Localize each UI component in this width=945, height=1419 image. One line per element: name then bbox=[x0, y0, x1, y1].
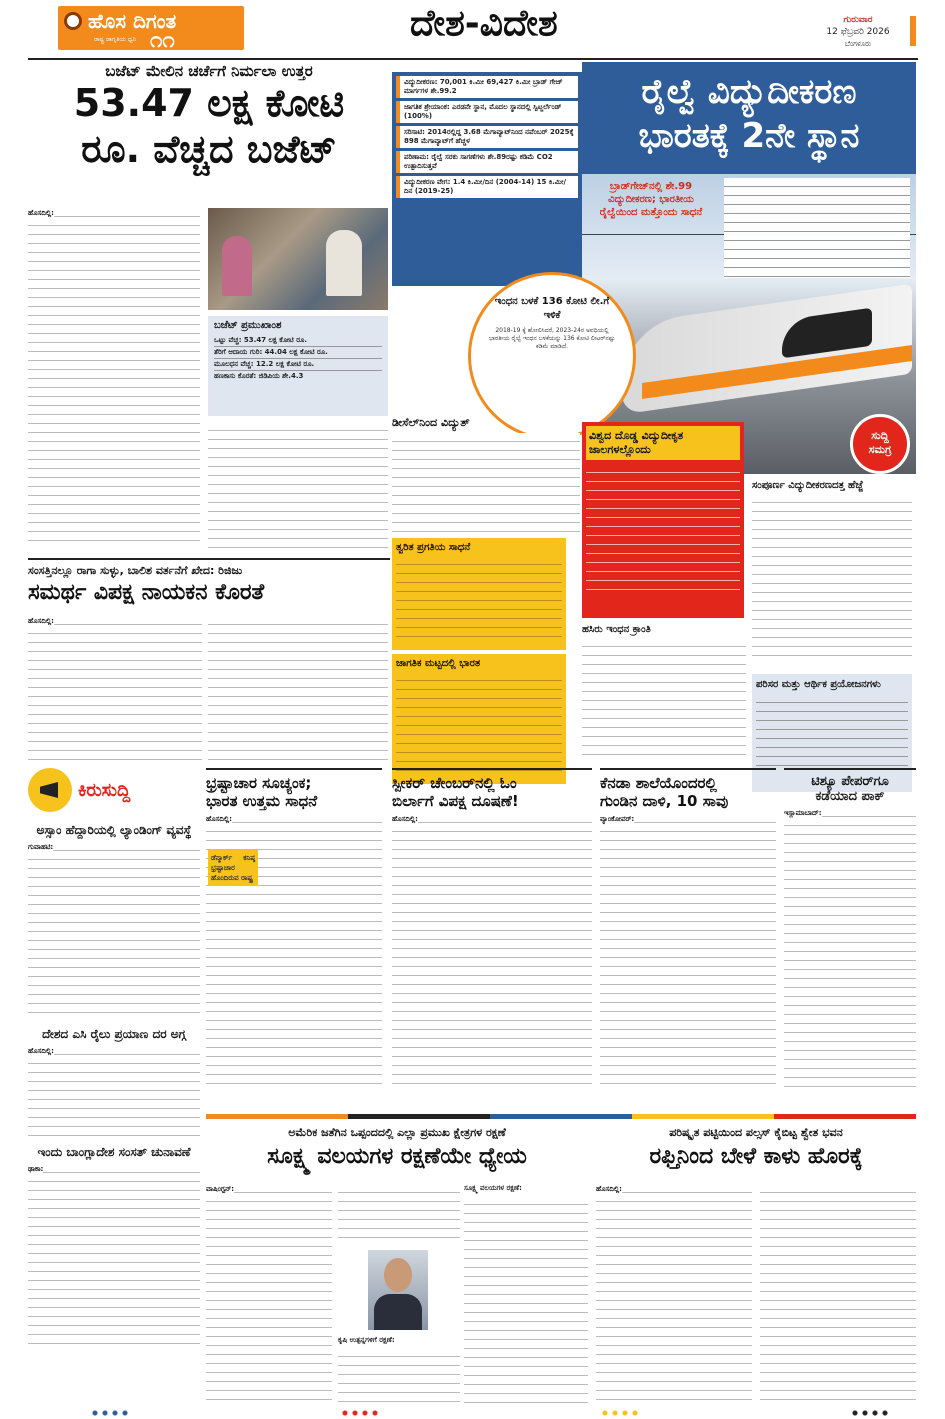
rijiju-headline: ಸಮರ್ಥ ವಿಪಕ್ಷ ನಾಯಕನ ಕೊರತೆ bbox=[28, 580, 265, 605]
date-block bbox=[808, 14, 908, 50]
megaphone-icon bbox=[28, 768, 72, 812]
rijiju-col1 bbox=[28, 616, 202, 760]
brief-item-3 bbox=[28, 1144, 200, 1348]
brief-headline-1: ಅಸ್ಸಾಂ ಹೆದ್ದಾರಿಯಲ್ಲಿ ಲ್ಯಾಂಡಿಂಗ್ ವ್ಯವಸ್ಥೆ bbox=[36, 823, 192, 837]
fast-progress-box bbox=[392, 538, 566, 650]
section-title: ದೇಶ-ವಿದೇಶ bbox=[410, 3, 558, 44]
fast-title: ತ್ವರಿತ ಪ್ರಗತಿಯ ಸಾಧನೆ bbox=[396, 542, 471, 553]
rail-headline-2: ಭಾರತಕ್ಕೆ 2ನೇ ಸ್ಥಾನ bbox=[638, 116, 860, 156]
corruption-head-1: ಭ್ರಷ್ಟಾಚಾರ ಸೂಚ್ಯಂಕ; bbox=[206, 774, 312, 792]
corruption-head-2: ಭಾರತ ಉತ್ತಮ ಸಾಧನೆ bbox=[206, 792, 318, 810]
brief-item-2 bbox=[28, 1026, 200, 1136]
us-kicker: ಅಮೆರಿಕ ಜತೆಗಿನ ಒಪ್ಪಂದದಲ್ಲಿ ಎಲ್ಲಾ ಪ್ರಮುಖ ಕ್ಷೇತ್ರಗಳ ರಕ್ಷಣೆ bbox=[288, 1126, 506, 1139]
speaker-head-2: ಬಿರ್ಲಾಗೆ ವಿಪಕ್ಷ ದೂಷಣೆ! bbox=[392, 792, 519, 810]
fast-body bbox=[396, 556, 562, 642]
photo-person-2 bbox=[326, 230, 362, 296]
badge-line-1: ಸುದ್ದಿ bbox=[871, 429, 889, 442]
budget-photo bbox=[208, 208, 388, 310]
brief-body-2: ಹೊಸದಿಲ್ಲಿ: bbox=[28, 1046, 200, 1136]
photo-suit bbox=[374, 1294, 422, 1330]
brief-header bbox=[28, 768, 200, 812]
full-body bbox=[752, 494, 912, 664]
print-registration-marks-4 bbox=[850, 1410, 890, 1416]
corruption-body: ಹೊಸದಿಲ್ಲಿ: ಡೆನ್ಮಾರ್ಕ್ ಕನಿಷ್ಠ ಭ್ರಷ್ಟಾಚಾರ ಹೊಂದಿರುವ ರಾಷ್ಟ್ರ bbox=[206, 814, 382, 1090]
diesel-body bbox=[392, 433, 580, 533]
world-box bbox=[582, 422, 744, 618]
canada-story bbox=[600, 768, 776, 1106]
speaker-story bbox=[392, 768, 592, 1106]
brief-title: ಕಿರುಸುದ್ದಿ bbox=[78, 779, 131, 801]
canada-head-2: ಗುಂಡಿನ ದಾಳಿ, 10 ಸಾವು bbox=[600, 792, 729, 810]
highlight-2: ತೆರಿಗೆ ಆದಾಯ ಗುರಿ: 44.04 ಲಕ್ಷ ಕೋಟಿ ರೂ. bbox=[214, 347, 382, 359]
wh-col1: ಹೊಸದಿಲ್ಲಿ: bbox=[596, 1184, 752, 1406]
rail-tag-text: ಬ್ರಾಡ್‌ಗೇಜ್‌ನಲ್ಲಿ ಶೇ.99 ವಿದ್ಯುದೀಕರಣ; ಭಾರತೀಯ ರೈಲ್ವೆಯಿಂದ ಮತ್ತೊಂದು ಸಾಧನೆ bbox=[599, 181, 703, 218]
photo-person-1 bbox=[222, 236, 252, 296]
brief-body-3: ಢಾಕಾ: bbox=[28, 1164, 200, 1348]
us-headline: ಸೂಕ್ಷ್ಮ ವಲಯಗಳ ರಕ್ಷಣೆಯೇ ಧ್ಯೇಯ bbox=[267, 1144, 527, 1169]
brief-item-1 bbox=[28, 822, 200, 1018]
us-caption: ಕೃಷಿ ಉತ್ಪನ್ನಗಳಿಗೆ ರಕ್ಷಣೆ: bbox=[338, 1336, 395, 1344]
logo-tagline: ರಾಷ್ಟ್ರ ಜಾಗೃತಿಯ ಧ್ವನಿ bbox=[94, 36, 137, 43]
highlights-title: ಬಜೆಟ್ ಪ್ರಮುಖಾಂಶ bbox=[214, 320, 282, 331]
budget-dateline: ಹೊಸದಿಲ್ಲಿ: bbox=[28, 209, 54, 217]
brief-headline-3: ಇಂದು ಬಾಂಗ್ಲಾದೇಶ ಸಂಸತ್ ಚುನಾವಣೆ bbox=[37, 1145, 191, 1159]
us-col1: ವಾಷಿಂಗ್ಟನ್: bbox=[206, 1184, 332, 1406]
fuel-circle bbox=[468, 272, 636, 440]
budget-highlights-box bbox=[208, 316, 388, 416]
green-body bbox=[582, 638, 746, 760]
world-title: ವಿಶ್ವದ ದೊಡ್ಡ ವಿದ್ಯುದೀಕೃತ ಜಾಲಗಳಲ್ಲೊಂದು bbox=[586, 426, 740, 460]
pak-head-1: ಟಿಶ್ಯೂ ಪೇಪರ್‌ಗೂ bbox=[811, 774, 889, 789]
city: ಬೆಂಗಳೂರು bbox=[844, 40, 872, 48]
speaker-head-1: ಸ್ಪೀಕರ್ ಚೇಂಬರ್‌ನಲ್ಲಿ ಓಂ bbox=[392, 774, 517, 792]
us-col3 bbox=[464, 1196, 588, 1406]
rail-facts-box bbox=[392, 72, 582, 286]
masthead-rule bbox=[28, 58, 918, 60]
budget-headline-2: ರೂ. ವೆಚ್ಚದ ಬಜೆಟ್ bbox=[81, 127, 337, 171]
page-number: ೧೧ bbox=[150, 28, 175, 53]
rijiju-story bbox=[28, 558, 390, 762]
global-box bbox=[392, 654, 566, 784]
diesel-title: ಡೀಸೆಲ್‌ನಿಂದ ವಿದ್ಯುತ್ bbox=[392, 416, 470, 429]
green-title: ಹಸಿರು ಇಂಧನ ಕ್ರಾಂತಿ bbox=[582, 624, 651, 635]
us-photo bbox=[368, 1250, 428, 1330]
corruption-tag: ಡೆನ್ಮಾರ್ಕ್ ಕನಿಷ್ಠ ಭ್ರಷ್ಟಾಚಾರ ಹೊಂದಿರುವ ರಾಷ್ಟ್ರ bbox=[208, 850, 258, 886]
rijiju-dateline: ಹೊಸದಿಲ್ಲಿ: bbox=[28, 617, 54, 625]
us-col2 bbox=[338, 1184, 460, 1246]
wh-col2 bbox=[760, 1184, 916, 1406]
rail-feature bbox=[392, 62, 916, 762]
wh-headline: ರಫ್ತಿನಿಂದ ಬೇಳೆ ಕಾಳು ಹೊರಕ್ಕೆ bbox=[649, 1144, 863, 1169]
print-registration-marks-3 bbox=[600, 1410, 640, 1416]
speaker-body: ಹೊಸದಿಲ್ಲಿ: bbox=[392, 814, 592, 1090]
budget-body-col1 bbox=[28, 208, 200, 548]
green-section bbox=[582, 624, 746, 764]
rail-fact-1: ವಿದ್ಯುದೀಕರಣ: 70,001 ಕಿ.ಮೀ 69,427 ಕಿ.ಮೀ ಬ್ರಾಡ್ ಗೇಜ್ ಮಾರ್ಗಗಳ ಶೇ.99.2 bbox=[396, 76, 578, 98]
brief-headline-2: ದೇಶದ ಎಸಿ ರೈಲು ಪ್ರಯಾಣ ದರ ಅಗ್ಗ bbox=[42, 1027, 186, 1041]
rail-fact-2: ಜಾಗತಿಕ ಶ್ರೇಯಾಂಕ: ಎರಡನೇ ಸ್ಥಾನ, ಮೊದಲ ಸ್ಥಾನದಲ್ಲಿ ಸ್ವಿಟ್ಜರ್ಲೆಂಡ್ (100%) bbox=[396, 101, 578, 123]
date-accent-bar bbox=[910, 16, 916, 46]
whitehouse-story bbox=[596, 1126, 916, 1410]
highlight-4: ಹಣಕಾಸು ಕೊರತೆ: ಜಿಡಿಪಿಯ ಶೇ.4.3 bbox=[214, 372, 304, 380]
global-title: ಜಾಗತಿಕ ಮಟ್ಟದಲ್ಲಿ ಭಾರತ bbox=[396, 658, 481, 669]
rail-headline-block bbox=[582, 62, 916, 174]
budget-headline-1: 53.47 ಲಕ್ಷ ಕೋಟಿ bbox=[73, 81, 345, 125]
canada-body: ವ್ಯಾಂಕೋವರ್: bbox=[600, 814, 776, 1090]
diesel-section bbox=[392, 416, 580, 536]
us-deal-story bbox=[206, 1126, 588, 1410]
us-subhead: ಸೂಕ್ಷ್ಮ ವಲಯಗಳ ರಕ್ಷಣೆ: bbox=[464, 1184, 588, 1193]
global-body bbox=[396, 672, 562, 776]
full-title: ಸಂಪೂರ್ಣ ವಿದ್ಯುದೀಕರಣದತ್ತ ಹೆಜ್ಜೆ bbox=[752, 480, 864, 491]
photo-face bbox=[384, 1258, 412, 1292]
brief-column bbox=[28, 768, 200, 1408]
pak-head-2: ಕಡೆಯಾದ ಪಾಕ್ bbox=[815, 789, 885, 804]
logo-emblem-icon bbox=[64, 12, 82, 30]
highlight-1: ಒಟ್ಟು ವೆಚ್ಚ: 53.47 ಲಕ್ಷ ಕೋಟಿ ರೂ. bbox=[214, 335, 382, 347]
budget-story bbox=[28, 62, 390, 554]
badge-line-2: ಸಮಗ್ರ bbox=[868, 443, 892, 456]
canada-head-1: ಕೆನಡಾ ಶಾಲೆಯೊಂದರಲ್ಲಿ bbox=[600, 774, 717, 792]
logo-text: ಹೊಸ ದಿಗಂತ bbox=[88, 9, 177, 33]
wh-kicker: ಪರಿಷ್ಕೃತ ಪಟ್ಟಿಯಿಂದ ಪಲ್ಸಸ್ ಕೈಬಿಟ್ಟ ಶ್ವೇತ ಭವನ bbox=[669, 1126, 843, 1139]
rail-fact-4: ಪರಿಣಾಮ: ರೈಲ್ವೆ ಸರಕು ಸಾಗಣೆಗಳು ಶೇ.89ರಷ್ಟು ಕಡಿಮೆ CO2 ಉತ್ಪಾದಿಸುತ್ತವೆ bbox=[396, 151, 578, 173]
full-electrification-section bbox=[752, 480, 912, 670]
date: 12 ಫೆಬ್ರವರಿ 2026 bbox=[826, 27, 890, 37]
rijiju-col2 bbox=[208, 616, 388, 760]
brief-body-1: ಗುವಾಹಟಿ: bbox=[28, 842, 200, 1018]
eco-title: ಪರಿಸರ ಮತ್ತು ಆರ್ಥಿಕ ಪ್ರಯೋಜನಗಳು bbox=[756, 679, 881, 690]
day: ಗುರುವಾರ bbox=[843, 15, 873, 25]
print-registration-marks bbox=[90, 1410, 130, 1416]
rail-intro-text bbox=[724, 178, 910, 278]
print-registration-marks-2 bbox=[340, 1410, 380, 1416]
rail-fact-3: ಸರಿಸಾಟಿ: 2014ರಲ್ಲಿದ್ದ 3.68 ಮೆಗಾವ್ಯಾಟ್‌ನಿಂದ ನವೆಂಬರ್ 2025ಕ್ಕೆ 898 ಮೆಗಾವ್ಯಾಟ್‌ಗೆ ಹೆಚ್ಚಳ bbox=[396, 126, 578, 148]
pak-story bbox=[784, 768, 916, 1106]
rijiju-kicker: ಸಂಸತ್ತಿನಲ್ಲೂ ರಾಗಾ ಸುಳ್ಳು, ಬಾಲಿಶ ವರ್ತನೆಗೆ ಖೇದ: ರಿಜಿಜು bbox=[28, 564, 243, 577]
rail-headline-1: ರೈಲ್ವೆ ವಿದ್ಯುದೀಕರಣ bbox=[641, 72, 857, 112]
world-body bbox=[586, 464, 740, 594]
fuel-title: ಇಂಧನ ಬಳಕೆ 136 ಕೋಟಿ ಲೀ.ಗೆ ಇಳಿಕೆ bbox=[494, 296, 610, 321]
section-divider bbox=[206, 1114, 916, 1119]
highlight-3: ಮೂಲಧನ ವೆಚ್ಚ: 12.2 ಲಕ್ಷ ಕೋಟಿ ರೂ. bbox=[214, 359, 382, 371]
pak-body: ಇಸ್ಲಾಮಾಬಾದ್: bbox=[784, 808, 916, 1090]
masthead bbox=[0, 0, 945, 56]
fuel-sub: 2018-19 ಕ್ಕೆ ಹೋಲಿಸಿದರೆ, 2023-24ರ ಅವಧಿಯಲ್ಲಿ ಭಾರತೀಯ ರೈಲ್ವೆ ಇಂಧನ ಬಳಕೆಯನ್ನು 136 ಕೋಟಿ ಲೀಟರ್‌ನಷ್ಟು ಕಡಿಮೆ ಮಾಡಿದೆ. bbox=[488, 327, 616, 350]
eco-body bbox=[756, 694, 908, 774]
budget-body-col2 bbox=[208, 422, 388, 548]
rail-fact-5: ವಿದ್ಯುದೀಕರಣ ವೇಗ: 1.4 ಕಿ.ಮೀ/ದಿನ (2004-14) 15 ಕಿ.ಮೀ/ದಿನ (2019-25) bbox=[396, 176, 578, 198]
news-badge bbox=[850, 414, 910, 474]
budget-kicker: ಬಜೆಟ್ ಮೇಲಿನ ಚರ್ಚೆಗೆ ನಿರ್ಮಲಾ ಉತ್ತರ bbox=[105, 62, 313, 80]
us-col2b bbox=[338, 1348, 460, 1406]
corruption-story bbox=[206, 768, 382, 1106]
